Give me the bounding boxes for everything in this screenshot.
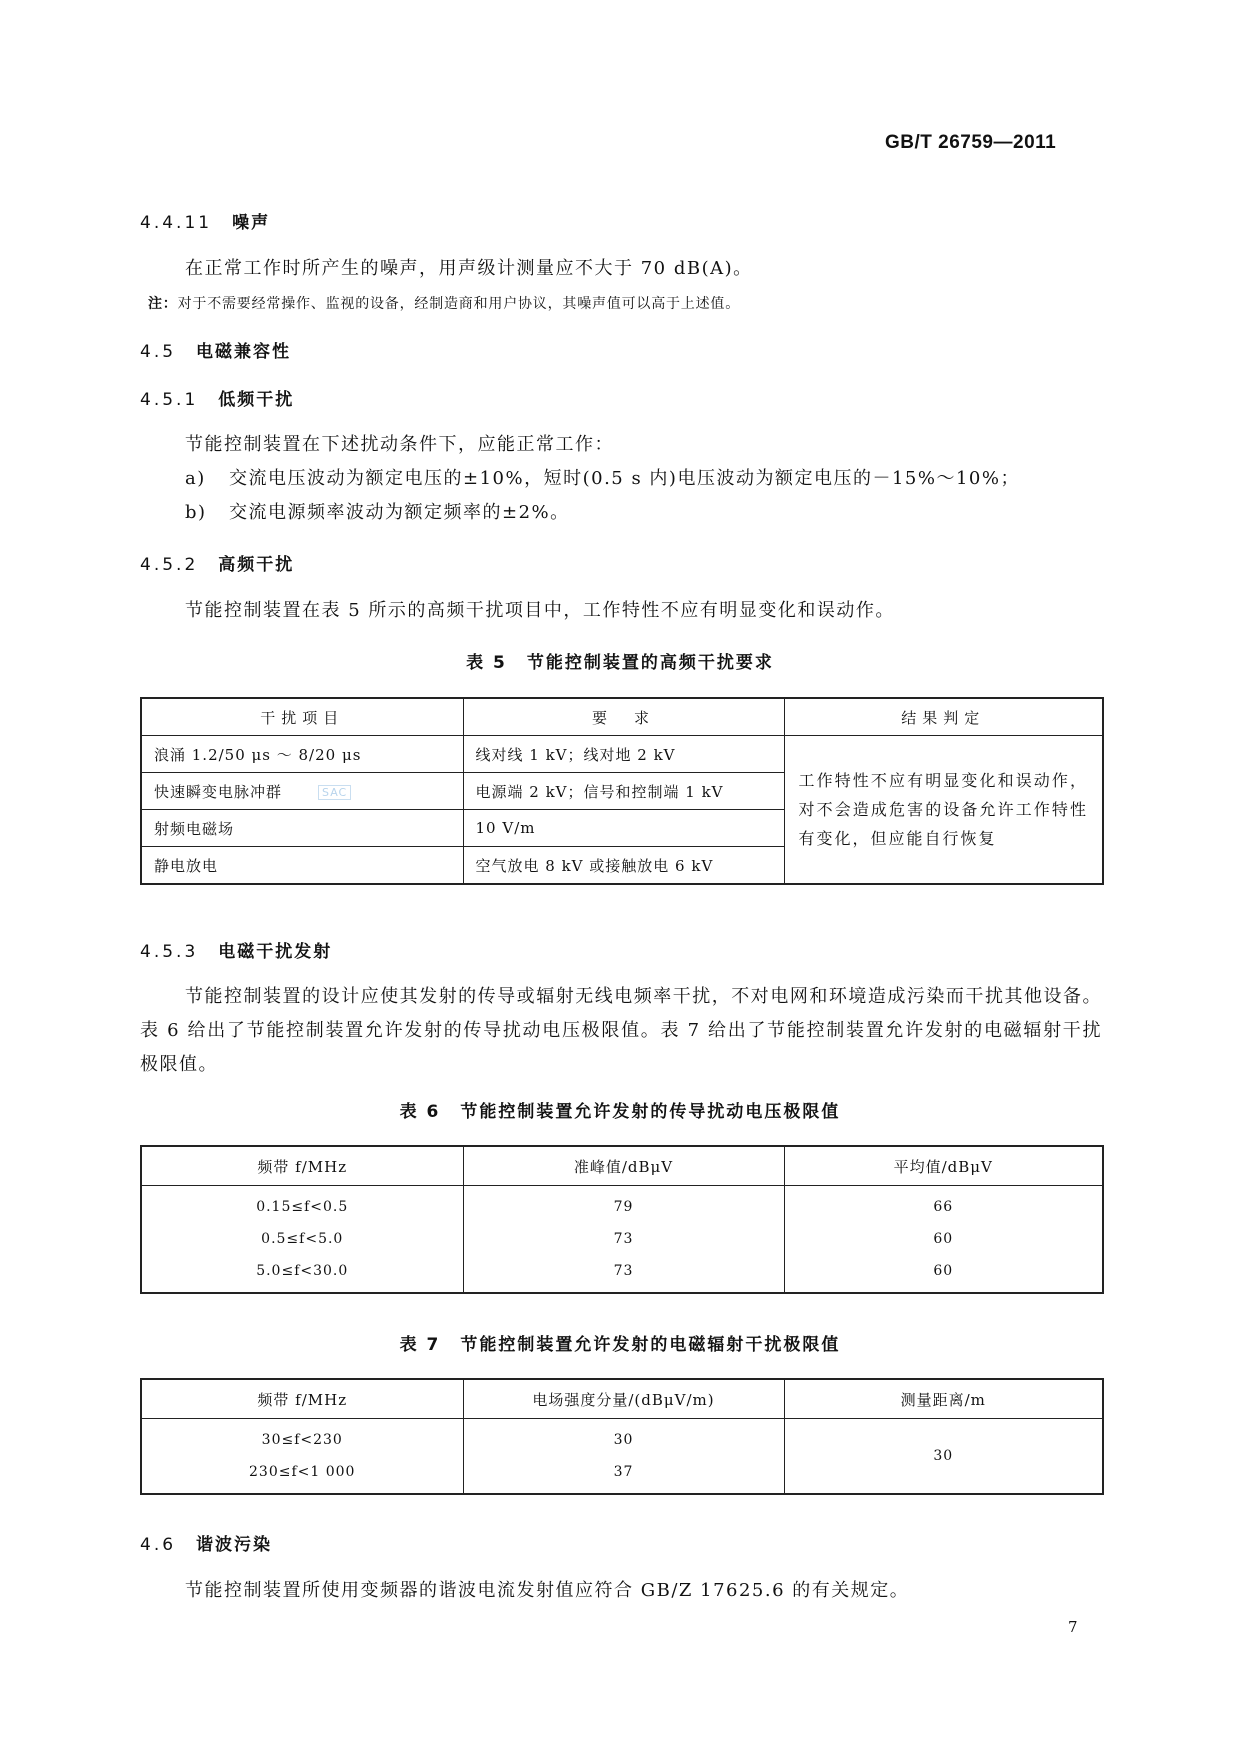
table-header-cell: 平均值/dBμV: [784, 1146, 1103, 1186]
table-row: [141, 1419, 1103, 1457]
table-cell: 浪涌 1.2/50 μs ～ 8/20 μs: [141, 736, 463, 773]
note-text: 对于不需要经常操作、监视的设备，经制造商和用户协议，其噪声值可以高于上述值。: [177, 296, 741, 312]
table-header-row: [141, 1379, 1103, 1419]
table-header-cell: 要 求: [463, 698, 784, 736]
table-row: [141, 1223, 1103, 1255]
table-header-cell: 测量距离/m: [784, 1379, 1103, 1419]
section-4-4-11-text: 在正常工作时所产生的噪声，用声级计测量应不大于 70 dB(A)。: [185, 258, 753, 279]
table-caption-number: 表 5: [466, 653, 507, 673]
table-cell: 37: [463, 1456, 784, 1494]
table-header-row: [141, 698, 1103, 736]
table-cell: 73: [463, 1255, 784, 1293]
section-4-5-3-heading: [140, 937, 332, 962]
section-title: 电磁干扰发射: [218, 942, 333, 962]
table-caption-number: 表 6: [399, 1102, 441, 1122]
table-cell: 73: [463, 1223, 784, 1255]
table-cell: 线对线 1 kV；线对地 2 kV: [463, 736, 784, 773]
table-row: [141, 736, 1103, 773]
note: [148, 293, 740, 313]
table-6-caption: [140, 1097, 1100, 1122]
list-item-a: [185, 462, 1020, 496]
list-item-b: [185, 496, 570, 530]
table-cell: 60: [784, 1223, 1103, 1255]
table-5: [140, 697, 1104, 885]
table-cell-text: 快速瞬变电脉冲群: [154, 782, 283, 801]
table-cell: 5.0≤f<30.0: [141, 1255, 463, 1293]
section-4-5-2-heading: [140, 550, 294, 575]
table-cell: 30≤f<230: [141, 1419, 463, 1457]
table-cell: 静电放电: [141, 847, 463, 885]
section-title: 谐波污染: [196, 1535, 273, 1555]
table-caption-title: 节能控制装置允许发射的电磁辐射干扰极限值: [460, 1335, 841, 1355]
table-caption-title: 节能控制装置允许发射的传导扰动电压极限值: [460, 1102, 841, 1122]
section-4-5-1-intro: 节能控制装置在下述扰动条件下，应能正常工作：: [185, 434, 614, 455]
table-header-cell: 频带 f/MHz: [141, 1379, 463, 1419]
table-cell: 10 V/m: [463, 810, 784, 847]
table-cell: 0.15≤f<0.5: [141, 1186, 463, 1224]
section-number: 4.5.3: [140, 942, 199, 962]
section-title: 电磁兼容性: [196, 342, 292, 362]
judgement-cell: 工作特性不应有明显变化和误动作，对不会造成危害的设备允许工作特性有变化，但应能自行恢复: [784, 736, 1103, 885]
table-header-cell: 电场强度分量/(dBμV/m): [463, 1379, 784, 1419]
standard-number: GB/T 26759—2011: [885, 132, 1057, 153]
section-number: 4.5.1: [140, 390, 199, 410]
note-label: 注：: [148, 296, 178, 312]
section-4-5-2-text: 节能控制装置在表 5 所示的高频干扰项目中，工作特性不应有明显变化和误动作。: [185, 600, 895, 621]
table-cell: 79: [463, 1186, 784, 1224]
table-6: [140, 1145, 1104, 1294]
table-7-caption: [140, 1330, 1100, 1355]
table-header-cell: 结果判定: [784, 698, 1103, 736]
table-caption-number: 表 7: [399, 1335, 441, 1355]
section-number: 4.5: [140, 342, 177, 362]
table-header-cell: 准峰值/dBμV: [463, 1146, 784, 1186]
section-number: 4.4.11: [140, 213, 213, 233]
table-5-caption: [140, 648, 1100, 673]
table-cell: 电源端 2 kV；信号和控制端 1 kV: [463, 773, 784, 810]
section-number: 4.6: [140, 1535, 177, 1555]
section-title: 高频干扰: [218, 555, 295, 575]
table-row: [141, 1186, 1103, 1224]
section-title: 低频干扰: [218, 390, 295, 410]
table-cell: 射频电磁场: [141, 810, 463, 847]
table-caption-title: 节能控制装置的高频干扰要求: [526, 653, 774, 673]
list-item-label: b): [185, 502, 207, 523]
table-cell: [141, 773, 463, 810]
table-cell: 0.5≤f<5.0: [141, 1223, 463, 1255]
table-cell: 30: [463, 1419, 784, 1457]
list-item-label: a): [185, 468, 206, 489]
table-cell: 230≤f<1 000: [141, 1456, 463, 1494]
section-title: 噪声: [232, 213, 271, 233]
table-header-cell: 频带 f/MHz: [141, 1146, 463, 1186]
page-number: 7: [1068, 1618, 1078, 1636]
table-7: [140, 1378, 1104, 1495]
table-cell: 66: [784, 1186, 1103, 1224]
section-4-6-text: 节能控制装置所使用变频器的谐波电流发射值应符合 GB/Z 17625.6 的有关规定。: [185, 1580, 910, 1601]
section-number: 4.5.2: [140, 555, 199, 575]
section-4-5-3-text: 节能控制装置的设计应使其发射的传导或辐射无线电频率干扰，不对电网和环境造成污染而干扰其他设备。表 6 给出了节能控制装置允许发射的传导扰动电压极限值。表 7 给出了节能控制装置允许发射的电磁辐射干扰极限值。: [140, 986, 1102, 1075]
list-item-text: 交流电源频率波动为额定频率的±2%。: [229, 502, 570, 523]
table-cell: 空气放电 8 kV 或接触放电 6 kV: [463, 847, 784, 885]
section-4-6-heading: [140, 1530, 272, 1555]
table-header-cell: 干扰项目: [141, 698, 463, 736]
table-row: [141, 1255, 1103, 1293]
list-item-text: 交流电压波动为额定电压的±10%，短时(0.5 s 内)电压波动为额定电压的－15%～10%；: [229, 468, 1020, 489]
section-4-4-11-heading: [140, 208, 270, 233]
distance-cell: 30: [784, 1419, 1103, 1495]
table-cell: 60: [784, 1255, 1103, 1293]
section-4-5-heading: [140, 337, 291, 362]
section-4-5-1-heading: [140, 385, 294, 410]
watermark: SAC: [318, 785, 351, 800]
table-header-row: [141, 1146, 1103, 1186]
